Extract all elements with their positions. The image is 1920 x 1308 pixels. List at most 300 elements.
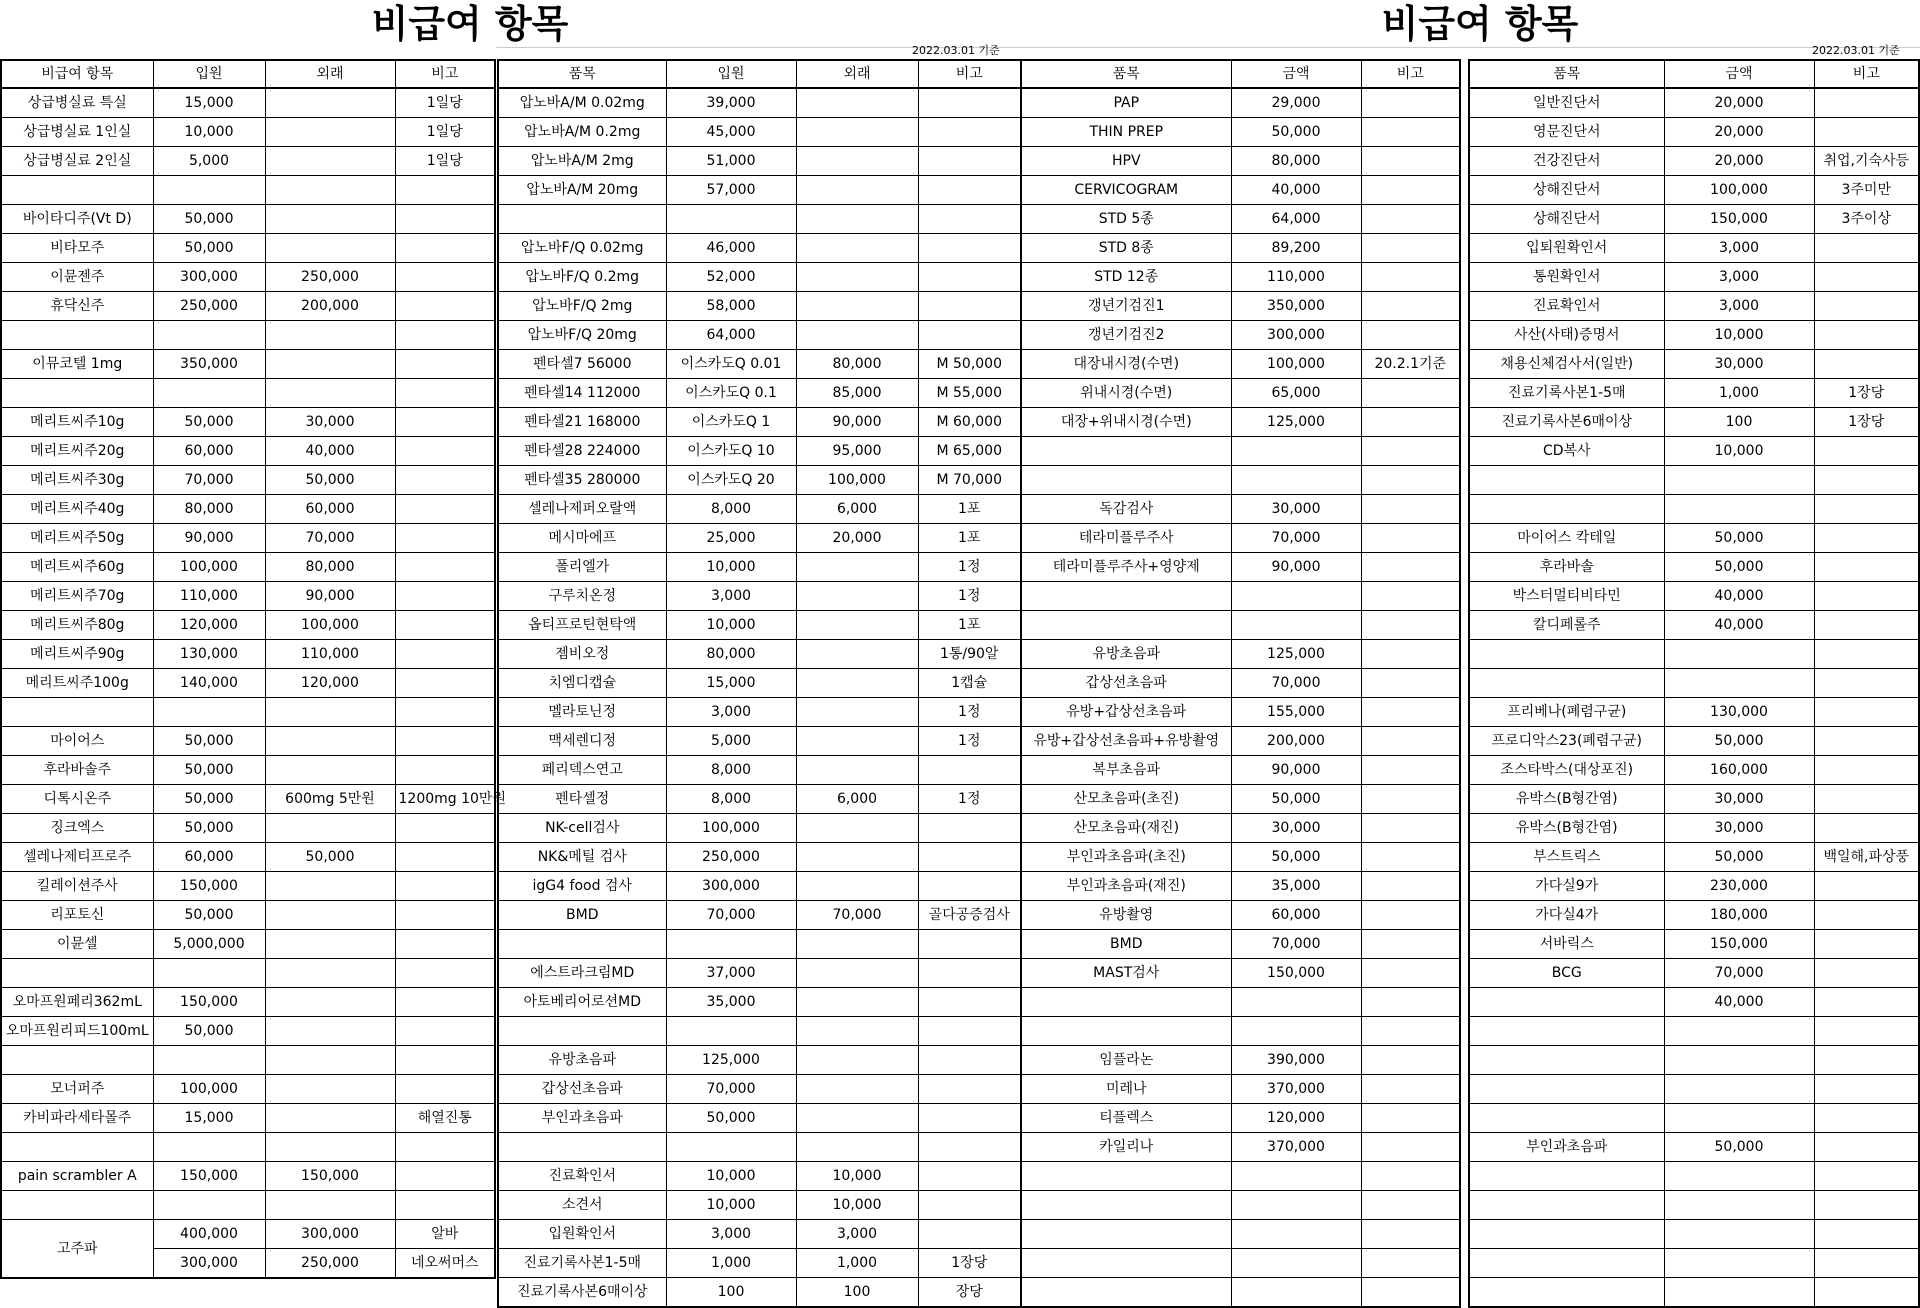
- table-row: [498, 756, 1021, 785]
- table-header-row: [1021, 60, 1460, 88]
- left-page-title: 비급여 항목: [371, 2, 569, 46]
- table-cell: STD 12종: [1021, 263, 1231, 292]
- table-cell: [1021, 1191, 1231, 1220]
- table-cell: 30,000: [1664, 814, 1814, 843]
- table-cell: 90,000: [1231, 756, 1361, 785]
- table-cell: 230,000: [1664, 872, 1814, 901]
- table-cell: [1814, 582, 1919, 611]
- table-cell: 65,000: [1231, 379, 1361, 408]
- table-cell: 300,000: [666, 872, 796, 901]
- table-cell: [1664, 466, 1814, 495]
- table-row: [1, 1133, 495, 1162]
- table-cell: [265, 1017, 395, 1046]
- table-cell: [918, 930, 1021, 959]
- table-cell: [153, 1191, 265, 1220]
- table-cell: 20,000: [1664, 118, 1814, 147]
- table-cell: 조스타박스(대상포진): [1469, 756, 1664, 785]
- table-cell: [918, 176, 1021, 205]
- table-cell: 펜타셀21 168000: [498, 408, 666, 437]
- table-cell: 70,000: [666, 901, 796, 930]
- table-row: [498, 292, 1021, 321]
- table-cell: [1361, 1104, 1460, 1133]
- table-cell: 250,000: [265, 1249, 395, 1279]
- table-cell: 1일당: [395, 118, 495, 147]
- table-cell: 40,000: [1664, 611, 1814, 640]
- table-cell: [1361, 1191, 1460, 1220]
- table-cell: 50,000: [153, 814, 265, 843]
- table-cell: 상급병실료 1인실: [1, 118, 153, 147]
- table-row: [1, 1191, 495, 1220]
- table-row: [1, 205, 495, 234]
- table-row: [1, 176, 495, 205]
- table-cell: 서바릭스: [1469, 930, 1664, 959]
- table-cell: 박스터멀티비타민: [1469, 582, 1664, 611]
- table-cell: 1정: [918, 582, 1021, 611]
- table-cell: [1231, 1162, 1361, 1191]
- table-cell: 압노바A/M 20mg: [498, 176, 666, 205]
- table-cell: 100,000: [1231, 350, 1361, 379]
- table-row: [498, 1249, 1021, 1278]
- table-cell: 30,000: [1664, 785, 1814, 814]
- table-cell: [1814, 88, 1919, 118]
- table-row: [498, 1278, 1021, 1308]
- table-cell: 진료기록사본1-5매: [498, 1249, 666, 1278]
- table-cell: 300,000: [153, 263, 265, 292]
- table-cell: [918, 1017, 1021, 1046]
- table-cell: [1231, 466, 1361, 495]
- table-cell: [395, 408, 495, 437]
- table-cell: 멜라토닌정: [498, 698, 666, 727]
- table-cell: 390,000: [1231, 1046, 1361, 1075]
- table-row: [1469, 205, 1919, 234]
- table-row: [1469, 1162, 1919, 1191]
- table-cell: HPV: [1021, 147, 1231, 176]
- table-cell: 60,000: [153, 437, 265, 466]
- table-cell: M 55,000: [918, 379, 1021, 408]
- table-row: [1021, 1046, 1460, 1075]
- table-row: [1469, 727, 1919, 756]
- table-cell: [1361, 205, 1460, 234]
- table-cell: 3,000: [1664, 263, 1814, 292]
- table-cell: 70,000: [796, 901, 918, 930]
- table-cell: [1814, 292, 1919, 321]
- table-cell: 51,000: [666, 147, 796, 176]
- table-cell: [918, 872, 1021, 901]
- table-cell: 40,000: [1664, 988, 1814, 1017]
- table-cell: 에스트라크림MD: [498, 959, 666, 988]
- table-cell: 테라미플루주사: [1021, 524, 1231, 553]
- table-cell: [395, 582, 495, 611]
- table-cell: 부인과초음파(재진): [1021, 872, 1231, 901]
- table-cell: 휴닥신주: [1, 292, 153, 321]
- table-row: [1469, 88, 1919, 118]
- table-cell: 110,000: [265, 640, 395, 669]
- table-cell: 100,000: [265, 611, 395, 640]
- table-cell: MAST검사: [1021, 959, 1231, 988]
- table-row: [1021, 524, 1460, 553]
- table-cell: [1814, 495, 1919, 524]
- table-cell: 유박스(B형간염): [1469, 785, 1664, 814]
- table-row: [1, 379, 495, 408]
- table-row: [1, 640, 495, 669]
- table-cell: [1021, 1162, 1231, 1191]
- table-cell: [666, 1017, 796, 1046]
- table-cell: 150,000: [153, 872, 265, 901]
- table-cell: [1814, 1220, 1919, 1249]
- table-cell: [265, 1133, 395, 1162]
- table-row: [498, 582, 1021, 611]
- table-cell: 갑상선초음파: [1021, 669, 1231, 698]
- table-row: [498, 176, 1021, 205]
- table-cell: 6,000: [796, 785, 918, 814]
- table-cell: 진료기록사본6매이상: [1469, 408, 1664, 437]
- table-cell: [796, 582, 918, 611]
- table-cell: [1021, 1278, 1231, 1308]
- table-cell: 20,000: [796, 524, 918, 553]
- table-row: [498, 843, 1021, 872]
- table-row: [1469, 263, 1919, 292]
- table-cell: 155,000: [1231, 698, 1361, 727]
- table-cell: 100,000: [153, 1075, 265, 1104]
- table-cell: 150,000: [153, 988, 265, 1017]
- table-cell: 3,000: [666, 582, 796, 611]
- table-cell: [1361, 814, 1460, 843]
- table-cell: 100: [796, 1278, 918, 1308]
- table-cell: [1361, 843, 1460, 872]
- table-row: [1469, 1278, 1919, 1308]
- table-cell: 3,000: [1664, 234, 1814, 263]
- table-cell: STD 8종: [1021, 234, 1231, 263]
- table-cell: [1664, 1191, 1814, 1220]
- table-cell: [1, 1046, 153, 1075]
- table-cell: [1, 959, 153, 988]
- table-cell: 리포토신: [1, 901, 153, 930]
- table-row: [1021, 263, 1460, 292]
- table-cell: [153, 1046, 265, 1075]
- table-cell: 유방촬영: [1021, 901, 1231, 930]
- table-cell: 50,000: [153, 785, 265, 814]
- table-row: [1, 147, 495, 176]
- table-cell: [1361, 408, 1460, 437]
- table-cell: [395, 959, 495, 988]
- table-cell: 산모초음파(초진): [1021, 785, 1231, 814]
- table-row: [1, 814, 495, 843]
- table-cell: [395, 698, 495, 727]
- table-cell: [918, 1075, 1021, 1104]
- table-cell: [796, 118, 918, 147]
- table-cell: 유방초음파: [498, 1046, 666, 1075]
- table-row: [1021, 321, 1460, 350]
- table-row: [1021, 292, 1460, 321]
- table-cell: [395, 234, 495, 263]
- col-header: 품목: [498, 60, 666, 88]
- table-cell: [1814, 727, 1919, 756]
- table-cell: [395, 640, 495, 669]
- table-cell: 압노바F/Q 2mg: [498, 292, 666, 321]
- table-cell: [796, 147, 918, 176]
- table-cell: 250,000: [153, 292, 265, 321]
- table-cell: [1361, 176, 1460, 205]
- table-cell: [1021, 582, 1231, 611]
- table-cell: 100,000: [666, 814, 796, 843]
- table-row: [1021, 785, 1460, 814]
- col-header: 입원: [153, 60, 265, 88]
- table-cell: 80,000: [153, 495, 265, 524]
- table-cell: 이뮨셀: [1, 930, 153, 959]
- table-cell: [1469, 1191, 1664, 1220]
- table-cell: pain scrambler A: [1, 1162, 153, 1191]
- table-row: [1, 1075, 495, 1104]
- table-cell: 10,000: [666, 611, 796, 640]
- table-row: [1021, 1075, 1460, 1104]
- table-cell: [1021, 1220, 1231, 1249]
- table-cell: [796, 843, 918, 872]
- table-row: [1469, 1191, 1919, 1220]
- table-row: [1, 669, 495, 698]
- table-row: [498, 1075, 1021, 1104]
- table-cell: 이스카도Q 10: [666, 437, 796, 466]
- table-row: [1, 350, 495, 379]
- table-row: [1469, 959, 1919, 988]
- table-row: [498, 1104, 1021, 1133]
- table-cell: 입퇴원확인서: [1469, 234, 1664, 263]
- table-cell: 10,000: [666, 1191, 796, 1220]
- table-cell: 소견서: [498, 1191, 666, 1220]
- table-cell: 100: [666, 1278, 796, 1308]
- table-row: [1469, 814, 1919, 843]
- table-cell: [1021, 1017, 1231, 1046]
- table-cell: 10,000: [796, 1162, 918, 1191]
- table-cell: 백일해,파상풍: [1814, 843, 1919, 872]
- table-cell: 메리트씨주70g: [1, 582, 153, 611]
- table-cell: [1814, 1075, 1919, 1104]
- table-cell: [395, 1162, 495, 1191]
- table-cell: 10,000: [1664, 321, 1814, 350]
- table-cell: [1814, 350, 1919, 379]
- table-row: [1, 930, 495, 959]
- table-row: [1469, 1133, 1919, 1162]
- table-cell: 57,000: [666, 176, 796, 205]
- table-row: [1469, 988, 1919, 1017]
- table-cell: 메리트씨주60g: [1, 553, 153, 582]
- table-cell: [1361, 466, 1460, 495]
- table-cell: 부인과초음파(초진): [1021, 843, 1231, 872]
- table-cell: NK-cell검사: [498, 814, 666, 843]
- table-row: [1469, 1017, 1919, 1046]
- table-cell: 유방+갑상선초음파: [1021, 698, 1231, 727]
- table-row: [1021, 176, 1460, 205]
- table-cell: [1, 1191, 153, 1220]
- table-row: [498, 234, 1021, 263]
- table-cell: [1361, 1162, 1460, 1191]
- table-row: [1469, 872, 1919, 901]
- table-row: [1021, 582, 1460, 611]
- table-cell: 압노바A/M 0.02mg: [498, 88, 666, 118]
- table-cell: [666, 1133, 796, 1162]
- table-cell: 100,000: [796, 466, 918, 495]
- right-page-title: 비급여 항목: [1381, 2, 1579, 46]
- table-cell: [796, 988, 918, 1017]
- table-row: [1469, 437, 1919, 466]
- table-cell: 아토베리어로션MD: [498, 988, 666, 1017]
- table-cell: [796, 205, 918, 234]
- table-cell: 압노바F/Q 20mg: [498, 321, 666, 350]
- table-cell: [1361, 872, 1460, 901]
- table-cell: [796, 1017, 918, 1046]
- table-row: [1, 959, 495, 988]
- table-cell: [153, 959, 265, 988]
- table-cell: 89,200: [1231, 234, 1361, 263]
- table-cell: 80,000: [265, 553, 395, 582]
- table-cell: 미레나: [1021, 1075, 1231, 1104]
- table-cell: [1361, 611, 1460, 640]
- table-cell: 이스카도Q 1: [666, 408, 796, 437]
- table-cell: 네오써머스: [395, 1249, 495, 1279]
- table-cell: 디톡시온주: [1, 785, 153, 814]
- table-cell: 모너퍼주: [1, 1075, 153, 1104]
- table-cell: 110,000: [153, 582, 265, 611]
- table-cell: [395, 1133, 495, 1162]
- table-cell: 600mg 5만원: [265, 785, 395, 814]
- table-cell: [1814, 1249, 1919, 1278]
- col-header: 외래: [796, 60, 918, 88]
- table-cell: [1814, 669, 1919, 698]
- table-cell: 티플렉스: [1021, 1104, 1231, 1133]
- table-cell: 1포: [918, 611, 1021, 640]
- table-cell: [796, 1075, 918, 1104]
- table-cell: [918, 1104, 1021, 1133]
- table-cell: 마이어스 칵테일: [1469, 524, 1664, 553]
- col-header: 외래: [265, 60, 395, 88]
- table-cell: BCG: [1469, 959, 1664, 988]
- table-cell: [1469, 988, 1664, 1017]
- table-cell: [1814, 901, 1919, 930]
- table-cell: 50,000: [1664, 1133, 1814, 1162]
- table-cell: [1361, 1046, 1460, 1075]
- table-cell: 치엠디캡슐: [498, 669, 666, 698]
- table-cell: [265, 234, 395, 263]
- penta-row: [498, 408, 1021, 437]
- table-cell: 5,000: [153, 147, 265, 176]
- table-cell: 80,000: [1231, 147, 1361, 176]
- table-cell: 3,000: [666, 698, 796, 727]
- table-row: [1021, 147, 1460, 176]
- table-cell: 250,000: [666, 843, 796, 872]
- table-row: [498, 872, 1021, 901]
- table-cell: 메리트씨주10g: [1, 408, 153, 437]
- table-cell: [918, 147, 1021, 176]
- table-cell: [918, 1162, 1021, 1191]
- col-header: 금액: [1664, 60, 1814, 88]
- table-cell: 징크엑스: [1, 814, 153, 843]
- table-cell: 진료확인서: [498, 1162, 666, 1191]
- table-cell: [1664, 1046, 1814, 1075]
- table-cell: [265, 1104, 395, 1133]
- table-row: [1, 234, 495, 263]
- table-cell: 킬레이션주사: [1, 872, 153, 901]
- table-cell: [918, 1220, 1021, 1249]
- col-header: 비고: [1814, 60, 1919, 88]
- table-row: [1469, 1249, 1919, 1278]
- table-cell: [1664, 1075, 1814, 1104]
- table-cell: [1361, 698, 1460, 727]
- table-header-row: [498, 60, 1021, 88]
- table-row: [1469, 1220, 1919, 1249]
- table-cell: [918, 292, 1021, 321]
- table-cell: 100: [1664, 408, 1814, 437]
- table-cell: [1814, 1278, 1919, 1308]
- table-cell: [395, 843, 495, 872]
- table-cell: [395, 756, 495, 785]
- table-row: [1021, 553, 1460, 582]
- table-cell: 350,000: [153, 350, 265, 379]
- table-cell: 15,000: [153, 88, 265, 118]
- table-cell: 10,000: [1664, 437, 1814, 466]
- table-row: [498, 321, 1021, 350]
- table-cell: [918, 1133, 1021, 1162]
- table-cell: 125,000: [1231, 640, 1361, 669]
- table-row: [1, 582, 495, 611]
- table-cell: 메리트씨주40g: [1, 495, 153, 524]
- table-cell: [1814, 524, 1919, 553]
- table-cell: [498, 1133, 666, 1162]
- table-cell: [265, 901, 395, 930]
- col-header: 금액: [1231, 60, 1361, 88]
- table-cell: 400,000: [153, 1220, 265, 1249]
- table-row: [1021, 640, 1460, 669]
- table-cell: 영문진단서: [1469, 118, 1664, 147]
- table-row: [1021, 611, 1460, 640]
- table-cell: 39,000: [666, 88, 796, 118]
- table-cell: [1814, 1162, 1919, 1191]
- table-cell: 상해진단서: [1469, 176, 1664, 205]
- table-cell: [796, 176, 918, 205]
- table-cell: [1361, 321, 1460, 350]
- table-row: [1469, 553, 1919, 582]
- table-row: [1, 843, 495, 872]
- table-cell: [1361, 1075, 1460, 1104]
- table-row: [1021, 901, 1460, 930]
- table-cell: [796, 640, 918, 669]
- table-cell: [395, 292, 495, 321]
- table-cell: 부인과초음파: [1469, 1133, 1664, 1162]
- table-cell: 250,000: [265, 263, 395, 292]
- table-cell: [1361, 582, 1460, 611]
- table-cell: [1021, 1249, 1231, 1278]
- table-cell: 130,000: [153, 640, 265, 669]
- table-cell: 1정: [918, 698, 1021, 727]
- table-cell: [1361, 1220, 1460, 1249]
- table-cell: [153, 1133, 265, 1162]
- table-cell: [796, 814, 918, 843]
- table-row: [498, 1191, 1021, 1220]
- table-row: [1021, 350, 1460, 379]
- table-cell: 40,000: [1231, 176, 1361, 205]
- table-cell: [796, 234, 918, 263]
- table-cell: [1231, 437, 1361, 466]
- table-cell: [395, 872, 495, 901]
- table-row: [1021, 843, 1460, 872]
- table-cell: [1469, 669, 1664, 698]
- table-row: [498, 205, 1021, 234]
- table-cell: 유박스(B형간염): [1469, 814, 1664, 843]
- table-cell: [1231, 611, 1361, 640]
- table-cell: [265, 1191, 395, 1220]
- table-row: [1021, 814, 1460, 843]
- certificate-vaccine-table: [1468, 59, 1920, 1308]
- table-cell: 110,000: [1231, 263, 1361, 292]
- table-cell: [666, 205, 796, 234]
